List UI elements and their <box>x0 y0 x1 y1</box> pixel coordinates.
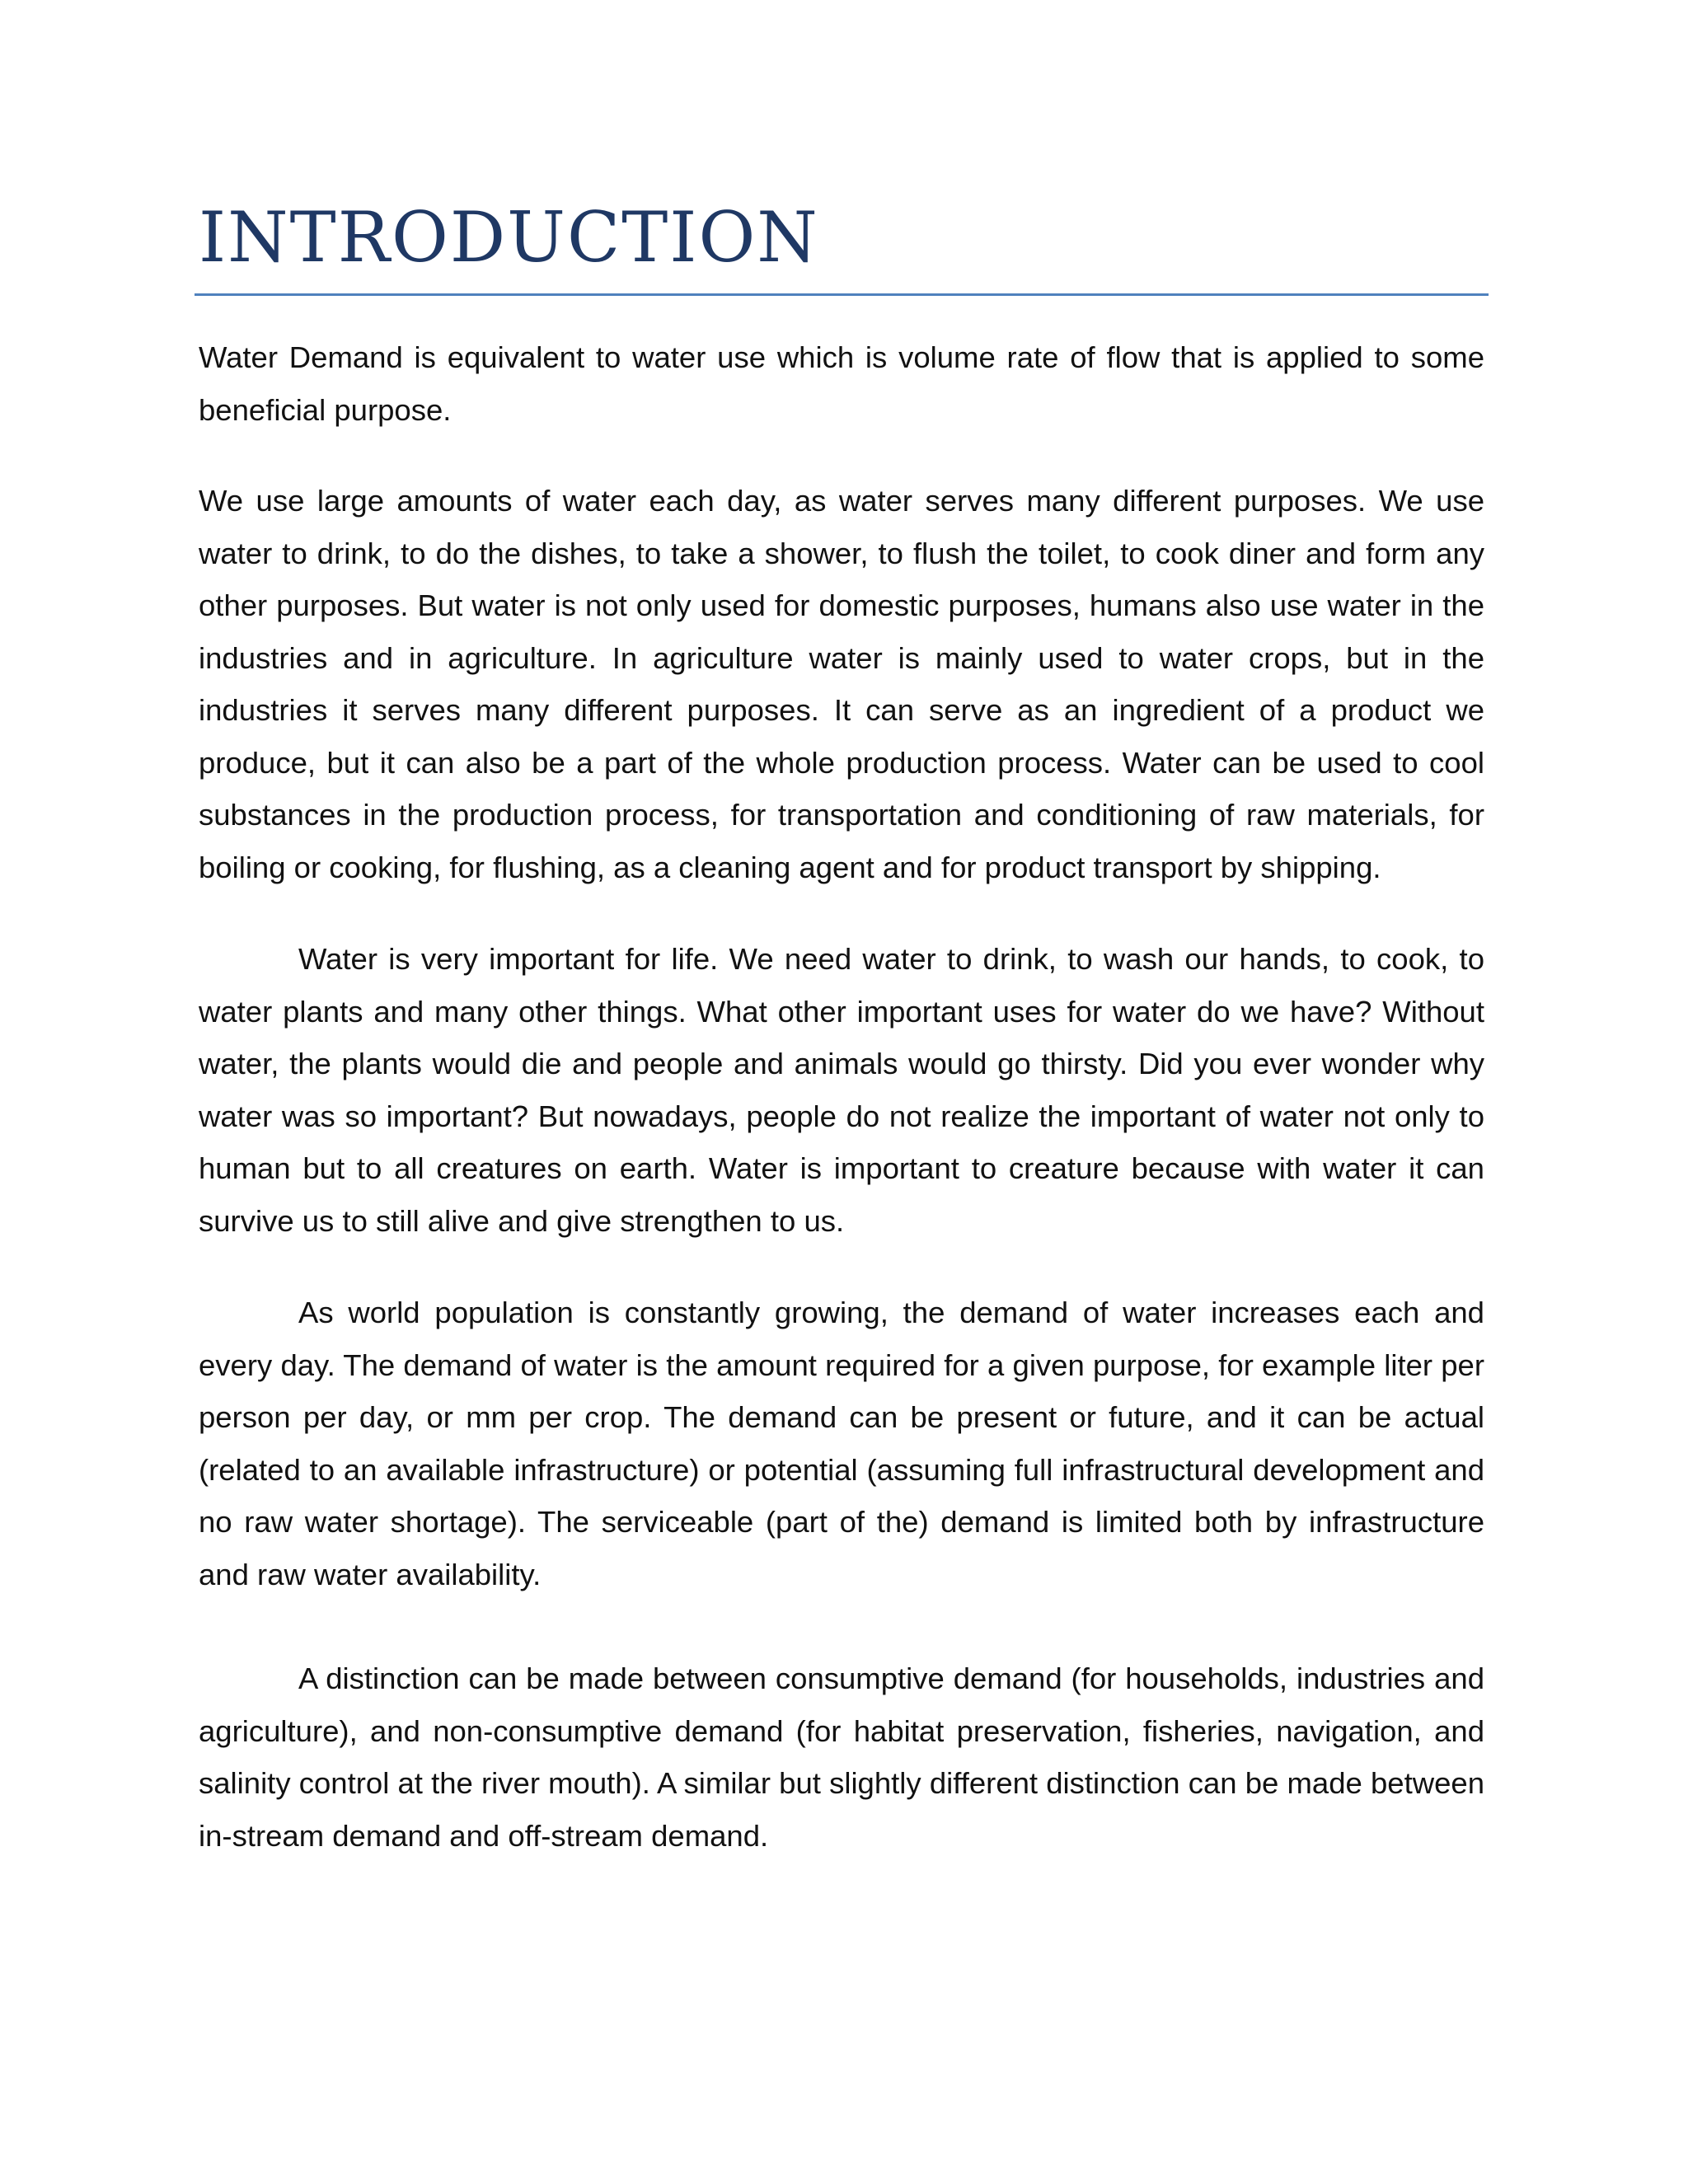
title-underline <box>195 293 1489 296</box>
paragraph-importance: Water is very important for life. We need water to drink, to wash our hands, to cook, to water plants and many other things. What other important uses for water do we have? Without water, the plants would die and people and animals would go thirsty. Did you ever wonder why water was so important? But nowadays, people do not realize the important of water not only to human but to all creatures on earth. Water is important to creature because with water it can survive us to still alive and give strengthen to us. <box>199 942 1484 1238</box>
paragraph-demand-distinction: A distinction can be made between consumptive demand (for households, industries and agriculture), and non-consumptive demand (for habitat preservation, fisheries, navigation, and salinity control at the river mouth). A similar but slightly different distinction can be made between in-stream demand and off-stream demand. <box>199 1661 1484 1853</box>
paragraph-definition: Water Demand is equivalent to water use which is volume rate of flow that is applied to some beneficial purpose. <box>199 340 1484 427</box>
page-title: INTRODUCTION <box>199 197 819 278</box>
paragraph-population-demand: As world population is constantly growing, the demand of water increases each and every day. The demand of water is the amount required for a given purpose, for example liter per person per day, or mm per crop. The demand can be present or future, and it can be actual (related to an available infrastructure) or potential (assuming full infrastructural development and no raw water shortage). The serviceable (part of the) demand is limited both by infrastructure and raw water availability. <box>199 1296 1484 1591</box>
paragraph-water-uses: We use large amounts of water each day, as water serves many different purposes. We use water to drink, to do the dishes, to take a shower, to flush the toilet, to cook diner and form any other purposes. But water is not only used for domestic purposes, humans also use water in the industries and in agriculture. In agriculture water is mainly used to water crops, but in the industries it serves many different purposes. It can serve as an ingredient of a product we produce, but it can also be a part of the whole production process. Water can be used to cool substances in the production process, for transportation and conditioning of raw materials, for boiling or cooking, for flushing, as a cleaning agent and for product transport by shipping. <box>199 484 1484 884</box>
